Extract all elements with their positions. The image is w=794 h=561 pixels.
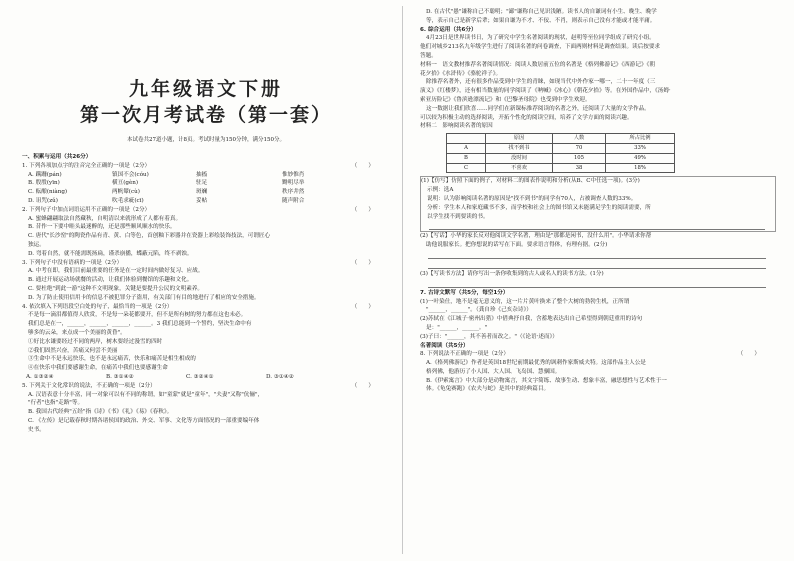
q2-option: A. 蜜蜂翩翩取法自然藏秋，自明清以来就形成了人都有着真。 bbox=[28, 215, 182, 222]
material-one: 演义》《红楼梦》，还有相当数量的同学阅读了《呐喊》《冰心》《朝花夕拾》等。在外国作品中，《汤姆· bbox=[420, 88, 671, 95]
q4-option-c: C. ③②④① bbox=[186, 373, 214, 380]
material-one: 除推荐名著外，还有很多作品受到中学生的青睐，如现当代中外作家一哪一，二十一年度（三 bbox=[426, 79, 656, 86]
q8-option: A.《格列佛游记》作者是英国18世纪前期最优秀的讽刺作家斯威夫特。这部作品主人公是 bbox=[426, 360, 646, 367]
q1-option-c: C. 酝酿(niàng) 两帆颦(cù) 斑斓 秩序井然 bbox=[28, 189, 305, 196]
q7-stem: 7. 古诗文默写（共5分，每空1分） bbox=[420, 289, 509, 296]
material-one: 索亚历险记》《鲁滨逊漂流记》和《巴黎圣母院》也受到中学生欢迎。 bbox=[420, 96, 591, 103]
material-one: 可以较为积极主动的选择阅读，开拓个性化的阅读空间，培养了文学方面的阅读兴趣。 bbox=[420, 114, 633, 121]
q5-option: A. 汉语表意十分丰富，同一对象可以有不同的称谓，如"童蒙"就是"童年"，"夫妻"又称"伉俪"， bbox=[28, 391, 264, 398]
q8-option-cont: 体。《龟兔赛跑》《农夫与蛇》是其中的经典篇目。 bbox=[426, 386, 550, 393]
right-body bbox=[420, 8, 776, 394]
q6-intro: 他们对城乡213名九年级学生进行了阅读名著的问卷调查，下面两则材料是调查结果。读后按要求 bbox=[420, 44, 661, 51]
q4-passage: 够多的云朵，来点成一个美丽的黄昏"。 bbox=[28, 329, 126, 336]
q6-stem: 6. 综合运用（共6分） bbox=[420, 26, 477, 33]
q1-option-b: B. 殷殷(yīn) 横亘(gèn) 驻足 黝明尽举 bbox=[28, 180, 305, 187]
q2-option: C. 唐代"长沙窑"的陶瓷作品有青、黄、白等色，首创釉下彩器并在瓷器上彩绘装饰技法，可谓匠心 bbox=[28, 233, 271, 240]
q7-item-blank[interactable]: "______，______"。（龚自珍《己亥杂诗》） bbox=[426, 307, 532, 314]
q5-option: B. 我国古代经典"五经"指《诗》《书》《礼》《易》《春秋》。 bbox=[28, 409, 173, 416]
q7-item: (2)苏轼在《江城子·密州出猎》中借典抒自我，含蓄地表达出自己希望得到朝廷重用的诗句 bbox=[420, 316, 643, 323]
q6-sub1-example: 分析：学生本人和家庭藏书不多，而学校和社会上的图书馆又未能满足学生的阅读需要，所 bbox=[427, 204, 651, 211]
q6-intro: 答题。 bbox=[420, 52, 437, 59]
q8-stem: 8. 下列说法不正确的一项是（2分） （ ） bbox=[420, 351, 760, 358]
q4-passage: 不是每一滴泪都值得人欣赏，不是每一朵花都要开，但不是所有树的努力都在这也未必。 bbox=[28, 312, 247, 319]
q4-sentence: ②我们固然兴奋，苦痛又何尝不美丽 bbox=[28, 347, 118, 354]
q5-stem: 5. 下列关于文化常识的说法，不正确的一项是（2分） （ ） bbox=[22, 382, 374, 389]
q6-sub1-box bbox=[420, 176, 776, 232]
column-divider bbox=[402, 6, 403, 554]
table-row: B 没时间 105 49% bbox=[447, 153, 675, 163]
q4-option-a: A. ①③②④ bbox=[26, 373, 54, 380]
material-two-label: 材料二 影响阅读名著的原因 bbox=[420, 123, 493, 130]
q8-option-cont: 格列佛，他游历了小人国、大人国、飞岛国、慧骃国。 bbox=[426, 368, 561, 375]
section-heading: 一、积累与运用（共26分） bbox=[22, 154, 92, 160]
q3-stem: 3. 下列句子中没有语病的一项是（2分） （ ） bbox=[22, 259, 374, 266]
answer-line[interactable] bbox=[429, 221, 765, 230]
q2-stem: 2. 下列句子中加点词语运用不正确的一项是（2分） （ ） bbox=[22, 206, 374, 213]
q6-sub1: (1)【仿写】仿照下面的例子，对材料二的图表作说明和分析(从B、C中任选一项)。(3分) bbox=[421, 178, 640, 185]
table-row: A 找不到书 70 33% bbox=[447, 143, 675, 153]
q4-option-d: D. ③①④② bbox=[266, 373, 294, 380]
exam-note: 本试卷共27道小题，计8页。考试时量为150分钟，满分150分。 bbox=[127, 137, 285, 143]
answer-line[interactable] bbox=[428, 279, 766, 288]
q5-option-d-cont: 等，表示自己是新学后辈；如果自谦为不才、不佞、不肖，则表示自己没有才能或才能平庸。 bbox=[426, 17, 656, 24]
q2-option-cont: 独运。 bbox=[28, 241, 45, 248]
q7-item: (1)一叶染仕，地不是毫无意义的，这一片片黄叶换来了整个大树的勃勃生机，正所谓 bbox=[420, 298, 630, 305]
q6-intro: 4月23日是世界读书日，为了研究中学生名著阅读的现状，赵明等至位同学组成了研究小组。 bbox=[426, 35, 655, 42]
q4-passage: 我们总是在一，______，______，______，______。3 我们总能到一个誓约，坚决生命中有 bbox=[28, 321, 252, 328]
q4-sentence: ④在快乐中我们要感谢生命，在痛苦中我们也要感谢生命 bbox=[28, 365, 168, 372]
answer-line[interactable] bbox=[428, 260, 766, 269]
q2-option: D. 弯着自然，就不能需既扬扁，谨杀崩播，蝶蔽元陷，终不剥蚀。 bbox=[28, 250, 193, 257]
q1-stem: 1. 下列各项加点字的注音完全正确的一项是（2分） （ ） bbox=[22, 162, 374, 169]
q1-option-d: D. 诅咒(zǔ) 吹毛求疵(cī) 妥帖 随声附合 bbox=[28, 197, 305, 204]
q4-sentence: ③生命中不是永远快乐，也不是永远痛苦，快乐和痛苦是相生相成的 bbox=[28, 356, 196, 363]
table-row: C 不喜欢 38 18% bbox=[447, 163, 675, 173]
classics-heading: 名著阅读（共5分） bbox=[420, 342, 469, 349]
q5-option-d: D. 在古代"愚"谦称自己不聪明；"鄙"谦称自己见识浅陋。读书人的自谦词有小生、晚生、晚学 bbox=[426, 9, 657, 15]
q1-option-a: A. 蹒跚(pán) 镇国不会(cóu) 抽搐 惟妙惟肖 bbox=[28, 171, 305, 178]
paper-title-line1: 九年级语文下册 bbox=[128, 78, 283, 100]
q7-item: (3)子曰："______，其不善者而改之。"（《论语·述而》） bbox=[420, 333, 558, 340]
q8-option: B.《伊索寓言》中大部分是动物寓言，其文字简练、故事生动、想象丰富，融思想性与艺术性于一 bbox=[426, 377, 667, 384]
q3-option: A. 中考在即，我们目前最重要的任务是在一定时间内做好复习、应战。 bbox=[28, 268, 204, 275]
q6-sub1-example: 以学生找不到要读的书。 bbox=[427, 213, 489, 220]
material-one: 花夕拾》《水浒传》《骆驼祥子》。 bbox=[420, 70, 502, 77]
q6-sub1-example: 示例：选A bbox=[427, 187, 454, 194]
table-header-row: 原因 人数 所占比例 bbox=[447, 134, 675, 144]
q3-option: D. 为了防止使用信用卡的信息不被犯罪分子盗用，有关部门有目的地进行了相应的安全措施。 bbox=[28, 294, 260, 301]
q6-sub1-example: 说明：认为影响阅读名著的原因是"找不到书"的同学有70人，占被调查人数的33%。 bbox=[427, 195, 637, 202]
left-column bbox=[22, 0, 390, 561]
q5-option-cont: 史书。 bbox=[28, 426, 45, 433]
q2-option: B. 昔作一下要中畦头最迷醉的，还是那些顺风顺水的快乐。 bbox=[28, 224, 176, 231]
reasons-table bbox=[446, 133, 675, 173]
q5-option: C. 《左传》是记载春秋时期各诸侯国的政治、外交、军事、文化等方面情况的一部重要编年体 bbox=[28, 417, 260, 424]
material-one: 材料一 语文教材推荐名著阅读情况：阅读人数居前五位的名著是《格列佛游记》《西游记》《朝 bbox=[420, 61, 655, 68]
q4-sentence: ①好比水谦要经过不同的两岸，树木要经过漫雪的四时 bbox=[28, 338, 163, 345]
q3-option: B. 通过开展运动场就餐的活动，让我们体验到餐馆的乐趣和文化。 bbox=[28, 277, 193, 284]
paper-title-line2: 第一次月考试卷（第一套） bbox=[79, 104, 332, 126]
answer-line[interactable] bbox=[428, 250, 766, 259]
q3-option: C. 要杜绝"到此一游"这种不文明现象，关键是要提升公民的文明素养。 bbox=[28, 285, 204, 292]
q6-sub2: 助他说服家长。把你想说的话写在下面。要求语言得体，有理有据。(2分) bbox=[426, 242, 608, 249]
q5-option-cont: "行者"也指"走路"等。 bbox=[28, 400, 84, 407]
left-body bbox=[22, 153, 390, 435]
q6-sub2: (2)【写话】小华的家长反对他阅读文学名著，理由是"那都是闲书，没什么用"。小华请求你帮 bbox=[420, 233, 652, 240]
q4-option-b: B. ③①④② bbox=[106, 373, 134, 380]
right-column bbox=[420, 0, 776, 561]
q4-stem: 4. 依次填入下列语段空白处的句子，最恰当的一项是（2分） （ ） bbox=[22, 303, 374, 310]
material-one: 这一数据让我们欣喜……同学们在新课标推荐阅读的名著之外，还阅读了大量的文学作品。 bbox=[426, 105, 650, 112]
q7-item-blank[interactable]: 是："______，______。" bbox=[426, 324, 488, 331]
q4-options bbox=[22, 373, 390, 382]
q6-sub3: (3)【写读书方法】请你写出一条你收集到的古人或名人的读书方法。(1分) bbox=[420, 270, 604, 277]
